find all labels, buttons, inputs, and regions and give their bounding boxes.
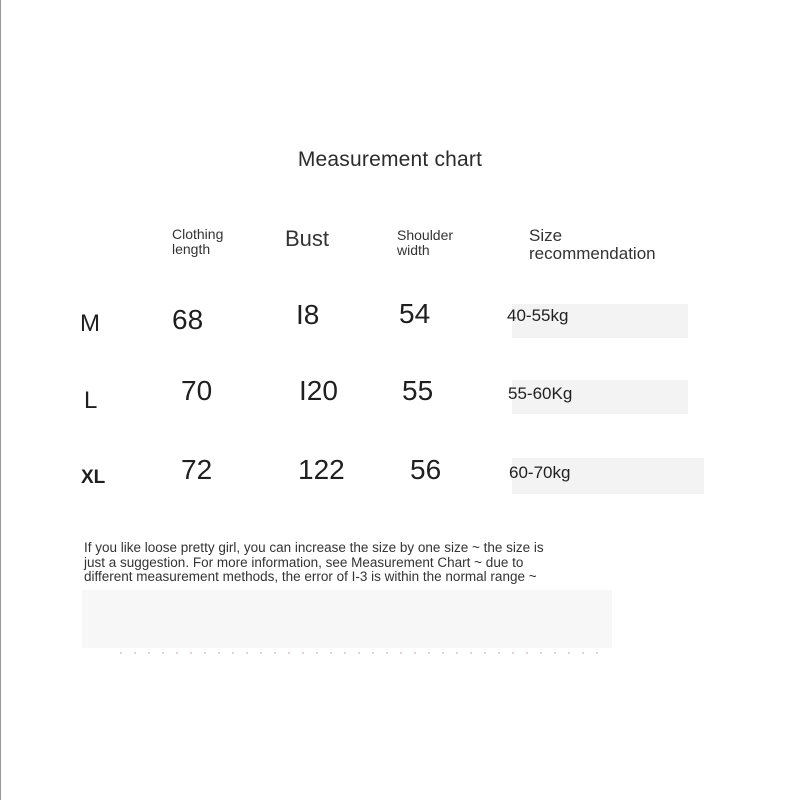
shoulder-value-m: 54 [399,298,431,329]
dotted-artifact-line [120,652,600,654]
header-shoulder-width-line1: Shoulder [397,227,454,243]
header-size-recommendation-line2: recommendation [529,244,656,263]
bust-value-m: I8 [296,299,320,330]
length-value-xl: 72 [181,454,213,485]
header-clothing-length [172,227,223,257]
weight-value-l: 55-60Kg [508,384,573,403]
background-smudge [82,590,612,648]
header-size-recommendation [529,227,656,263]
shoulder-value-l: 55 [402,375,434,406]
length-value-l: 70 [181,375,213,406]
chart-title: Measurement chart [297,148,483,171]
header-clothing-length-line1: Clothing [172,226,224,242]
header-bust: Bust [285,226,330,251]
size-note-line1: If you like loose pretty girl, you can increase the size by one size ~ the size is [84,540,544,555]
size-label-l: L [84,387,98,414]
header-size-recommendation-line1: Size [529,226,563,245]
bust-value-l: I20 [299,375,338,406]
weight-value-xl: 60-70kg [509,463,571,482]
header-clothing-length-line2: length [172,241,211,257]
header-shoulder-width [397,228,453,258]
weight-value-m: 40-55kg [507,306,569,325]
left-border [0,0,1,800]
size-label-m: M [80,310,100,337]
size-note-line3: different measurement methods, the error of I-3 is within the normal range ~ [84,569,537,584]
shoulder-value-xl: 56 [410,454,442,485]
bust-value-xl: 122 [298,454,345,485]
size-note [84,541,614,585]
header-shoulder-width-line2: width [397,242,430,258]
size-note-line2: just a suggestion. For more information, see Measurement Chart ~ due to [84,554,524,570]
length-value-m: 68 [172,304,204,335]
size-label-xl: XL [81,467,106,488]
